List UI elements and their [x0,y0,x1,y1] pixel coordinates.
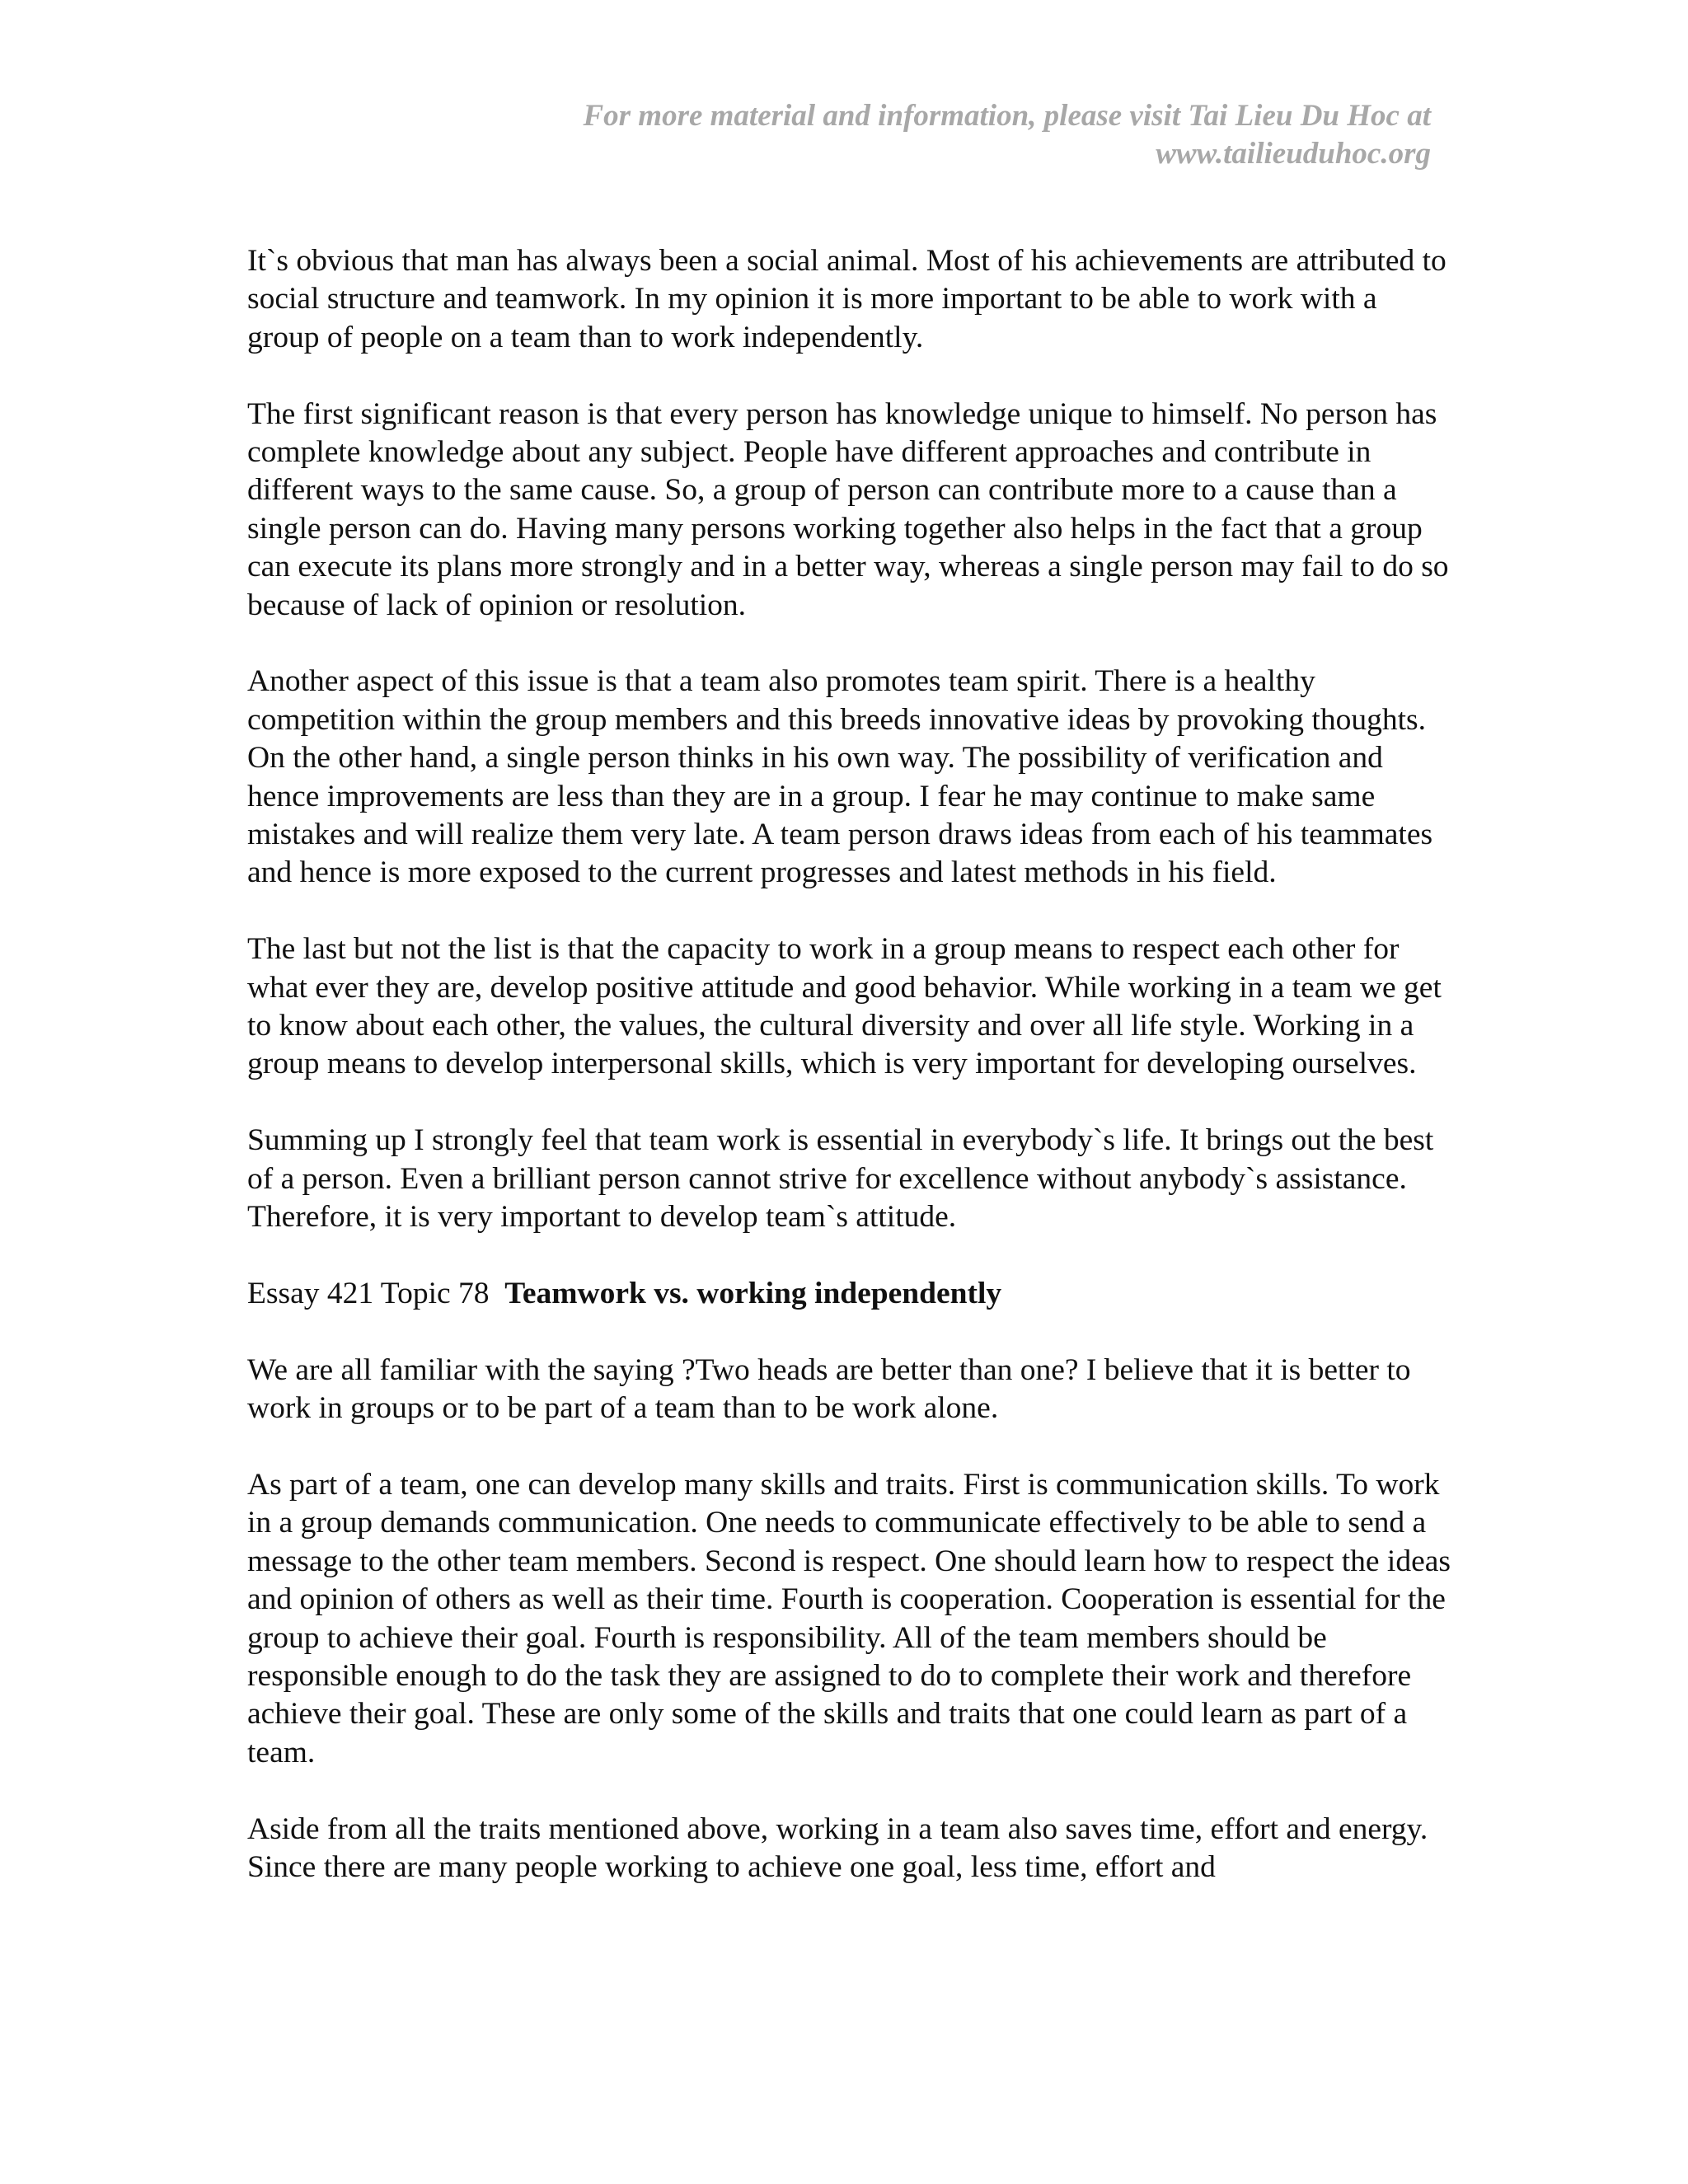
essay-heading [247,1275,1451,1313]
essay-number: Essay 421 Topic 78 [247,1276,490,1310]
header-website-link[interactable]: www.tailieuduhoc.org [1156,137,1431,171]
paragraph-first-reason: The first significant reason is that every person has knowledge unique to himself. No person has complete knowledge about any subject. People have different approaches and contribute in different ways to the same cause. So, a group of person can contribute more to a cause than a single person can do. Having many persons working together also helps in the fact that a group can execute its plans more strongly and in a better way, whereas a single person may fail to do so because of lack of opinion or resolution. [247,396,1449,622]
essay-title: Teamwork vs. working independently [504,1276,1002,1310]
paragraph-last-point: The last but not the list is that the capacity to work in a group means to respect each other for what ever they are, develop positive attitude and good behavior. While working in a team we get to know about each other, the values, the cultural diversity and over all life style. Working in a group means to develop interpersonal skills, which is very important for developing ourselves. [247,932,1442,1081]
paragraph-essay2-skills: As part of a team, one can develop many skills and traits. First is communication skills. To work in a group demands communication. One needs to communicate effectively to be able to send a message to the other team members. Second is respect. One should learn how to respect the ideas and opinion of others as well as their time. Fourth is cooperation. Cooperation is essential for the group to achieve their goal. Fourth is responsibility. All of the team members should be responsible enough to do the task they are assigned to do to complete their work and therefore achieve their goal. These are only some of the skills and traits that one could learn as part of a team. [247,1467,1451,1769]
paragraph-intro: It`s obvious that man has always been a social animal. Most of his achievements are attributed to social structure and teamwork. In my opinion it is more important to be able to work with a group of people on a team than to work independently. [247,244,1447,354]
document-body [247,242,1451,1925]
page-header [359,97,1431,173]
paragraph-conclusion: Summing up I strongly feel that team work is essential in everybody`s life. It brings out the best of a person. Even a brilliant person cannot strive for excellence without anybody`s assistance. Therefore, it is very important to develop team`s attitude. [247,1123,1434,1235]
paragraph-essay2-saves-time: Aside from all the traits mentioned above, working in a team also saves time, effort and energy. Since there are many people working to achieve one goal, less time, effort and [247,1811,1428,1884]
header-line-1: For more material and information, please visit Tai Lieu Du Hoc at [583,99,1431,133]
paragraph-second-aspect: Another aspect of this issue is that a team also promotes team spirit. There is a healthy competition within the group members and this breeds innovative ideas by provoking thoughts. On the other hand, a single person thinks in his own way. The possibility of verification and hence improvements are less than they are in a group. I fear he may continue to make same mistakes and will realize them very late. A team person draws ideas from each of his teammates and hence is more exposed to the current progresses and latest methods in his field. [247,664,1433,890]
paragraph-essay2-intro: We are all familiar with the saying ?Two heads are better than one? I believe that it is better to work in groups or to be part of a team than to be work alone. [247,1352,1411,1426]
